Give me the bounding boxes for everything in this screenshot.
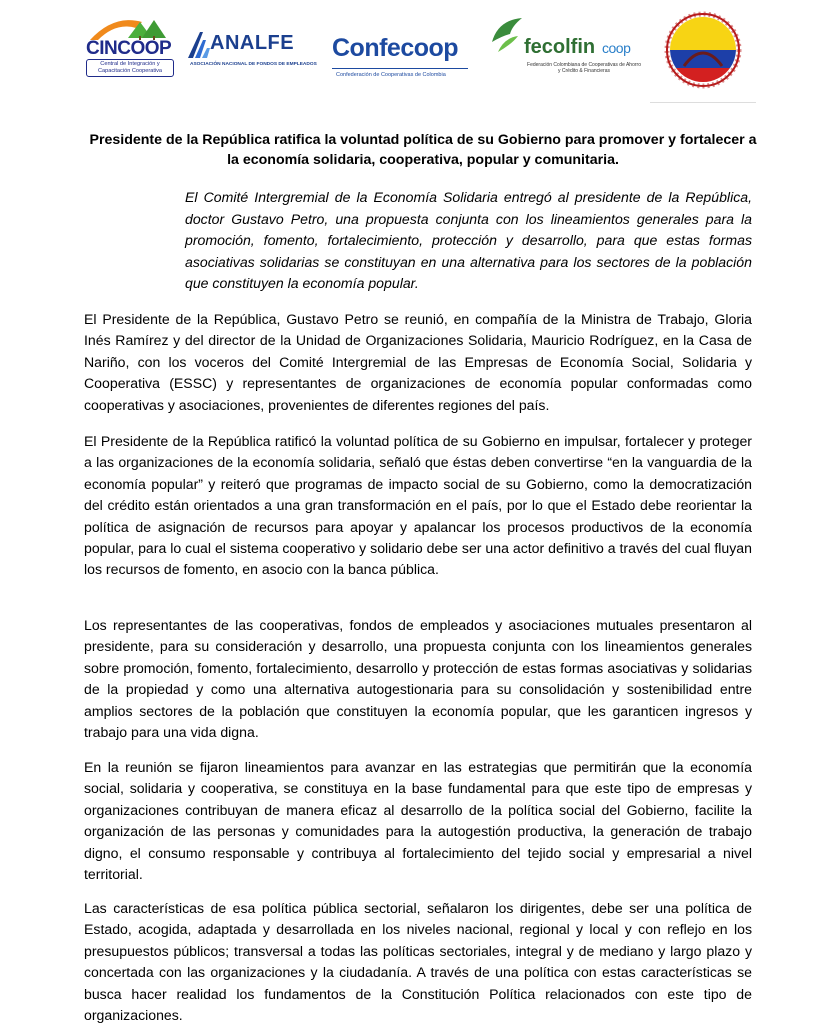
body-paragraph: El Presidente de la República, Gustavo Petro se reunió, en compañía de la Ministra de Trabajo, Gloria Inés Ramírez y del director de la Unidad de Organizaciones Solidaria, Mauricio Rodríguez, en la Casa de Nariño, con los voceros del Comité Intergremial de las Empresas de Economía Social, Solidaria y Cooperativa (ESSC) y representantes de organizaciones de economía popular conformadas como cooperativas y asociaciones, provenientes de diferentes regiones del país. bbox=[84, 311, 752, 413]
analfe-logo bbox=[186, 28, 317, 73]
conamutual-logo bbox=[650, 0, 756, 103]
confecoop-divider bbox=[332, 68, 468, 69]
cincoop-subtitle: Central de Integración y Capacitación Cooperativa bbox=[86, 59, 174, 77]
fecolfin-name: fecolfin bbox=[524, 36, 596, 58]
fecolfin-leaf-icon bbox=[488, 16, 528, 56]
confecoop-logo bbox=[326, 30, 476, 80]
body-paragraph: En la reunión se fijaron lineamientos para avanzar en las estrategias que permitirán que la economía social, solidaria y cooperativa, se constituya en la base fundamental para que este tipo de empresas y organizaciones contribuyan de manera eficaz al desarrollo de la política social del Gobierno, facilite la organización de las personas y comunidades para la autogestión productiva, la generación de trabajo digno, el consumo responsable y contribuya al fortalecimiento del tejido social y empresarial a nivel territorial. bbox=[84, 759, 752, 883]
conamutual-emblem-icon bbox=[650, 0, 756, 100]
body-paragraph: Los representantes de las cooperativas, fondos de empleados y asociaciones mutuales presentaron al presidente, para su consideración y desarrollo, una propuesta conjunta con los lineamientos generales sobre promoción, fomento, fortalecimiento, desarrollo y protección de estas formas asociativas y solidarias de la propiedad y como una alternativa autogestionaria para su consolidación y sostenibilidad entre amplios sectores de la población que constituyen la economía popular, que les garanticen ingresos y trabajo para una vida digna. bbox=[84, 617, 752, 741]
fecolfin-subtitle: Federación Colombiana de Cooperativas de Ahorro y Crédito & Financieras bbox=[527, 62, 641, 74]
confecoop-name: Confecoop bbox=[332, 34, 459, 62]
cincoop-logo bbox=[84, 12, 176, 80]
fecolfin-coop-mark: coop bbox=[602, 40, 631, 56]
fecolfin-logo bbox=[488, 14, 646, 88]
cincoop-name: CINCOOP bbox=[86, 38, 172, 59]
body-paragraph: El Presidente de la República ratificó la voluntad política de su Gobierno en impulsar, fortalecer y proteger a las organizaciones de la economía solidaria, señaló que éstas deben convertirse “en la vanguardia de la economía popular” y reiteró que programas de impacto social de su Gobierno, como la democratización del crédito están orientados a una gran transformación en el país, por lo que el Estado debe reorientar la política de asignación de recursos para apoyar y apalancar los procesos productivos de la economía popular, para lo cual el sistema cooperativo y solidario debe ser una actor definitivo a través del cual fluyan los recursos de fomento, en asocio con la banca pública. bbox=[84, 433, 752, 578]
body-paragraph: Las características de esa política pública sectorial, señalaron los dirigentes, debe ser una política de Estado, acogida, adaptada y desarrollada en los niveles nacional, regional y local y con reflejo en los presupuestos públicos; transversal a todas las políticas sectoriales, integral y de mediano y largo plazo y concertada con las organizaciones y la ciudadanía. A través de una política con estas características se busca hacer realidad los fundamentos de la Constitución Política relacionados con este tipo de organizaciones. bbox=[84, 900, 752, 1024]
analfe-subtitle: ASOCIACIÓN NACIONAL DE FONDOS DE EMPLEADOS bbox=[190, 62, 317, 67]
lead-paragraph: El Comité Intergremial de la Economía Solidaria entregó al presidente de la República, doctor Gustavo Petro, una propuesta conjunta con los lineamientos generales para la promoción, fomento, fortalecimiento, protección y desarrollo, para que estas formas asociativas solidarias se constituyan en una alternativa para los sectores de la población que constituyen la economía popular. bbox=[185, 189, 752, 291]
analfe-emblem-icon bbox=[186, 30, 212, 60]
document-title: Presidente de la República ratifica la voluntad política de su Gobierno para promover y fortalecer a la economía solidaria, cooperativa, popular y comunitaria. bbox=[89, 132, 757, 168]
logo-header bbox=[0, 0, 814, 110]
confecoop-subtitle: Confederación de Cooperativas de Colombia bbox=[336, 72, 446, 78]
analfe-name: ANALFE bbox=[210, 32, 295, 54]
